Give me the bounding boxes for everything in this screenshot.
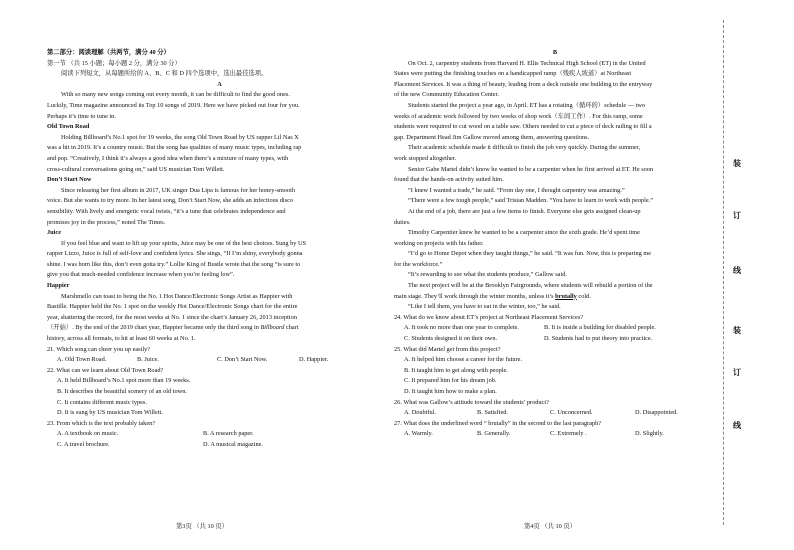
option-c[interactable]: C. Don’t Start Now.	[217, 356, 268, 364]
options-row	[394, 429, 716, 440]
option-c[interactable]: C. It contains different music types.	[57, 398, 147, 406]
option-a[interactable]: A. It took no more than one year to complete.	[404, 324, 519, 332]
song-title-happier: Happier	[47, 282, 70, 290]
option-d[interactable]: D. A musical magazine.	[203, 440, 263, 448]
binding-char: 线	[733, 266, 741, 275]
paragraph-line: “I knew I wanted a trade,” he said. “From day one, I thought carpentry was amazing.”	[408, 186, 625, 194]
section-title: 第二部分：阅读理解（共两节，满分 40 分）	[47, 49, 170, 56]
option-b[interactable]: B. It taught him to get along with people.	[404, 366, 508, 374]
question-stem: 24. What do we know about ET’s project at Northeast Placement Services?	[394, 313, 584, 321]
option-b[interactable]: B. Juice.	[137, 356, 159, 364]
paragraph-line: history, across all formats, to hit at least 60 weeks at No. 1.	[47, 335, 196, 343]
paragraph-line: Since releasing her first album in 2017, UK singer Dua Lipa is famous for her honey-smooth	[61, 186, 295, 194]
option-a[interactable]: A. It held Billboard’s No.1 spot more than 19 weeks.	[57, 377, 191, 385]
option-d[interactable]: D. It taught him how to make a plan.	[404, 388, 497, 395]
question-22	[47, 366, 392, 419]
page-footer-right: 第4页 （共 10 页）	[524, 523, 576, 530]
binding-char: 装	[733, 159, 741, 168]
option-c[interactable]: C. Extremely .	[550, 430, 587, 438]
song-title-juice: Juice	[47, 229, 61, 237]
option-a[interactable]: A. Doubtful.	[404, 409, 437, 417]
paragraph-text: cold.	[576, 292, 591, 300]
intro-line: Luckily, Time magazine announced its Top 10 songs of 2019. Here we have picked out four for you.	[47, 101, 300, 109]
question-25	[394, 345, 716, 398]
underlined-word: brutally	[555, 292, 577, 300]
binding-char: 订	[733, 211, 741, 220]
paragraph-line: promises joy in the process,” noted The Times.	[47, 218, 166, 226]
paragraph-line: for the workforce.”	[394, 260, 443, 268]
option-d[interactable]: D. Happier.	[299, 356, 329, 364]
passage-label-b: B	[552, 49, 558, 56]
question-stem: 23. From which is the text probably taken?	[47, 419, 156, 427]
option-c[interactable]: C. Students designed it on their own.	[404, 335, 498, 343]
options-row	[47, 429, 392, 440]
paragraph-line	[47, 323, 392, 334]
paragraph-text: main stage. They’ll work through the winter months, unless it’s	[394, 292, 556, 300]
binding-line	[723, 20, 724, 525]
paragraph-line: was a hit in 2019. It’s a country music. But the song has qualities of many music types, including rap	[47, 144, 302, 152]
question-stem: 25. What did Martel get from this project?	[394, 345, 501, 353]
question-27	[394, 419, 716, 440]
paragraph-line: Senior Gabe Martel didn’t know he wanted to be a carpenter when he first arrived at ET. He soon	[408, 165, 654, 173]
song-title-dont-start-now: Don’t Start Now	[47, 176, 92, 184]
paragraph-line: sensibility. With lively and energetic vocal twists, “it’s a tune that celebrates independence and	[47, 207, 286, 215]
paragraph-line: students were required to cut wood on a table saw. Others needed to cut a piece of deck railing to fill a	[394, 123, 652, 131]
question-stem: 26. What was Gallow’s attitude toward the students’ product?	[394, 398, 549, 406]
option-c[interactable]: C. A travel brochure.	[57, 440, 110, 448]
question-stem: 22. What can we learn about Old Town Road?	[47, 366, 164, 374]
options-row	[394, 408, 716, 419]
binding-char: 装	[733, 326, 741, 335]
binding-char: 线	[733, 421, 741, 430]
paragraph-line: “There were a few tough people,” said Tristan Madden. “You have to learn to work with people.”	[408, 197, 654, 205]
option-b[interactable]: B. It describes the beautiful scenery of an old town.	[57, 388, 187, 395]
paragraph-line: cross-cultural conversations going on,” said US musician Tom Willett.	[47, 165, 225, 173]
option-b[interactable]: B. A research paper.	[203, 430, 254, 438]
intro-line: Perhaps it’s time to tune in.	[47, 112, 116, 120]
option-a[interactable]: A. A textbook on music.	[57, 430, 119, 438]
question-24	[394, 313, 716, 345]
intro-line: With so many new songs coming out every month, it can be difficult to find the good ones.	[61, 91, 290, 99]
paragraph-line: If you feel blue and want to lift up your spirits, Juice may be one of the best choices. Sung by US	[61, 239, 307, 247]
binding-char: 订	[733, 368, 741, 377]
paragraph-line: “Like I tell them, you have to eat in the winter, too,” he said.	[408, 303, 561, 311]
paragraph-line: Their academic schedule made it difficult to finish the job very quickly. During the summer,	[408, 144, 641, 152]
options-row	[47, 440, 392, 451]
paragraph-line: “It’s rewarding to see what the students produce,” Gallow said.	[408, 271, 567, 279]
paragraph-line: Marshmello can toast to being the No. 1 Hot Dance/Electronic Songs Artist as Happier with	[61, 292, 293, 300]
paragraph-line: and pop. “Creatively, I think it’s always a good idea when there’s a mixture of many types, with	[47, 154, 289, 162]
subsection-title: 第一节 （共 15 小题；每小题 2 分，满分 30 分）	[47, 59, 181, 67]
paragraph-line: work stopped altogether.	[394, 154, 457, 162]
option-d[interactable]: D. It is sung by US musician Tom Willett.	[57, 409, 163, 417]
paragraph-text: chart	[284, 324, 299, 332]
option-b[interactable]: B. Satisfied.	[477, 409, 508, 417]
question-23	[47, 419, 392, 451]
paragraph-line: “I’d go to Home Depot when they taught things,” he said. “It was fun. Now, this is preparing me	[408, 250, 652, 258]
paragraph-line: duties.	[394, 218, 411, 226]
passage-label-a: A	[217, 80, 222, 88]
options-row	[394, 334, 716, 345]
page-footer-left: 第3页 （共 10 页）	[176, 523, 228, 530]
paragraph-line: weeks of academic work followed by two weeks of shop work（车间工作）. For this ramp, some	[394, 112, 643, 120]
paragraph-line: Holding Billboard’s No.1 spot for 19 weeks, the song Old Town Road by US rapper Lil Nas X	[61, 133, 299, 141]
left-column	[47, 48, 392, 451]
option-d[interactable]: D. Students had to put theory into practice.	[544, 335, 653, 343]
paragraph-line	[394, 292, 716, 303]
paragraph-line: The next project will be at the Brooklyn Fairgrounds, where students will rebuild a portion of the	[408, 282, 653, 290]
option-d[interactable]: D. Disappointed.	[635, 409, 678, 417]
right-column	[394, 48, 716, 440]
option-d[interactable]: D. Slightly.	[635, 430, 664, 438]
paragraph-line: On Oct. 2, carpentry students from Harvard H. Ellis Technical High School (ET) in the United	[408, 59, 646, 67]
question-21	[47, 345, 392, 366]
paragraph-line: Students started the project a year ago, in April. ET has a rotating（循环的）schedule — two	[408, 101, 646, 109]
paragraph-line: found that the hands-on activity suited him.	[394, 176, 504, 184]
paragraph-line: shine. I was born like this, don’t even gotta try.” Lollie King of Bustle wrote that the song “is sure to	[47, 260, 301, 268]
paragraph-line: voice. But she wants to try more. In her latest song, Don’t Start Now, she adds an infectious disco	[47, 197, 294, 205]
question-stem: 27. What does the underlined word “ brutally” in the second to the last paragraph?	[394, 419, 602, 427]
paragraph-text: （开始）. By the end of the 2019 chart year, Happier became only the third song in	[47, 324, 261, 332]
option-a[interactable]: A. Old Town Road.	[57, 356, 107, 364]
option-c[interactable]: C. It prepared him for his dream job.	[404, 377, 497, 385]
paragraph-line: Bastille. Happier held the No. 1 spot on the weekly Hot Dance/Electronic Songs chart for the entire	[47, 303, 298, 311]
paragraph-line: give you that much-needed confidence increase when you’re feeling low”.	[47, 271, 235, 279]
paragraph-line: At the end of a job, there are just a few items to finish. Everyone else gets assigned clean-up	[408, 207, 641, 215]
option-a[interactable]: A. It helped him choose a career for the future.	[404, 356, 523, 364]
option-c[interactable]: C. Unconcerned.	[550, 409, 593, 417]
question-stem: 21. Which song can cheer you up easily?	[47, 345, 151, 353]
options-row	[47, 355, 392, 366]
paragraph-line: of the new Community Education Center.	[394, 91, 499, 99]
options-row	[394, 323, 716, 334]
song-title-old-town-road: Old Town Road	[47, 123, 90, 131]
paragraph-line: year, shattering the record, for the most weeks at No. 1 since the chart’s January 26, 2013 inception	[47, 313, 297, 321]
billboard-italic: Billboard	[260, 324, 285, 332]
instructions: 阅读下列短文，从每题所给的 A、B、C 和 D 四个选项中，选出最佳选项。	[61, 70, 268, 78]
paragraph-line: Timothy Carpentier knew he wanted to be a carpenter since the sixth grade. He’d spent time	[408, 229, 640, 237]
option-b[interactable]: B. Generally.	[477, 430, 511, 438]
question-26	[394, 398, 716, 419]
paragraph-line: working on projects with his father.	[394, 239, 484, 247]
option-b[interactable]: B. It is inside a building for disabled people.	[544, 324, 656, 332]
paragraph-line: States were putting the finishing touches on a handicapped ramp（残疾人坡道）at Northeast	[394, 70, 632, 78]
paragraph-line: gap. Department Head Jim Gallow moved among them, answering questions.	[394, 133, 590, 141]
paragraph-line: rapper Lizzo, Juice is full of self-love and confident lyrics. She sings, “If I’m shiny, everybody gonna	[47, 250, 303, 258]
option-a[interactable]: A. Warmly.	[404, 430, 433, 438]
paragraph-line: Placement Services. It was a thing of beauty, leading from a deck outside one building to the entryway	[394, 80, 653, 88]
